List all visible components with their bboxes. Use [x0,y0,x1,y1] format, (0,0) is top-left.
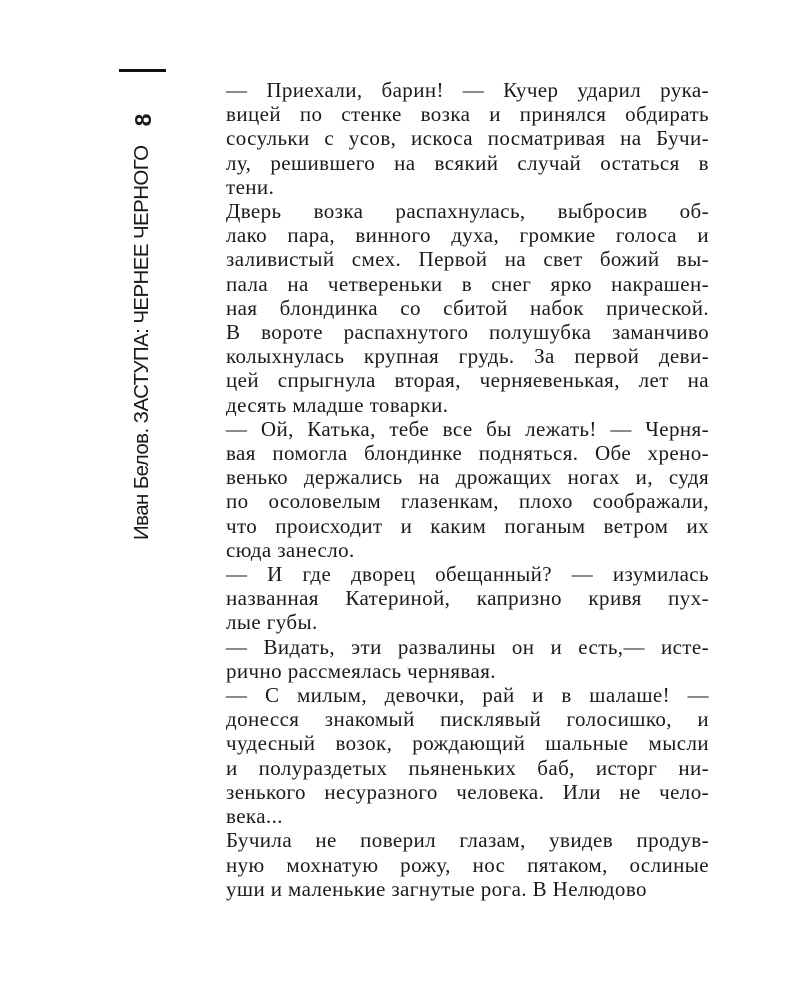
paragraph [199,199,709,417]
text-line: Бучила не поверил глазам, увидев продув- [226,828,709,853]
text-line: сюда занесло. [226,537,355,562]
page-number: 8 [130,113,156,127]
text-line: — Ой, Катька, тебе все бы лежать! — Черня- [226,416,709,441]
body-text [199,78,709,901]
text-line: вая помогла блондинке подняться. Обе хрено- [226,441,709,466]
text-line: что происходит и каким поганым ветром их [226,513,709,538]
running-head: Иван Белов. ЗАСТУПА: ЧЕРНЕЕ ЧЕРНОГО [130,145,153,540]
text-line: тени. [226,174,275,199]
text-line: вицей по стенке возка и принялся обдирать [226,102,709,127]
text-line: — Видать, эти развалины он и есть,— исте- [226,634,709,659]
header-rule [119,69,166,72]
text-line: рично рассмеялась чернявая. [226,658,496,683]
text-line: ная блондинка со сбитой набок прической. [226,295,709,320]
text-line: лако пара, винного духа, громкие голоса и [226,223,709,248]
text-line: чудесный возок, рождающий шальные мысли [226,731,709,756]
text-line: венько держались на дрожащих ногах и, судя [226,465,709,490]
text-line: лу, решившего на всякий случай остаться в [226,150,709,175]
text-line: пала на четвереньки в снег ярко накрашен- [226,271,709,296]
text-line: ную мохнатую рожу, нос пятаком, ослиные [226,852,709,877]
text-line: — Приехали, барин! — Кучер ударил рука- [226,78,709,102]
text-line: сосульки с усов, искоса посматривая на Бучи- [226,126,709,151]
text-line: заливистый смех. Первой на свет божий вы- [226,247,709,272]
text-line: донесся знакомый писклявый голосишко, и [226,707,709,732]
text-line: названная Катериной, капризно кривя пух- [226,586,709,611]
text-line: В вороте распахнутого полушубка заманчиво [226,320,709,345]
paragraph [199,78,709,199]
paragraph [199,635,709,683]
text-line: десять младше товарки. [226,392,449,417]
text-line: цей спрыгнула вторая, черняевенькая, лет на [226,368,709,393]
paragraph [199,562,709,635]
paragraph [199,417,709,562]
text-line: зенького несуразного человека. Или не чело- [226,779,709,804]
text-line: и полураздетых пьяненьких баб, исторг ни- [226,755,709,780]
text-line: по осоловелым глазенкам, плохо соображали, [226,489,709,514]
text-line: колыхнулась крупная грудь. За первой деви- [226,344,709,369]
paragraph [199,683,709,828]
text-line: уши и маленькие загнутые рога. В Нелюдово [226,876,647,901]
paragraph [199,828,709,901]
text-line: — С милым, девочки, рай и в шалаше! — [226,683,709,708]
text-line: Дверь возка распахнулась, выбросив об- [226,199,709,224]
text-line: лые губы. [226,610,318,635]
text-line: — И где дворец обещанный? — изумилась [226,562,709,587]
text-line: века... [226,804,283,829]
